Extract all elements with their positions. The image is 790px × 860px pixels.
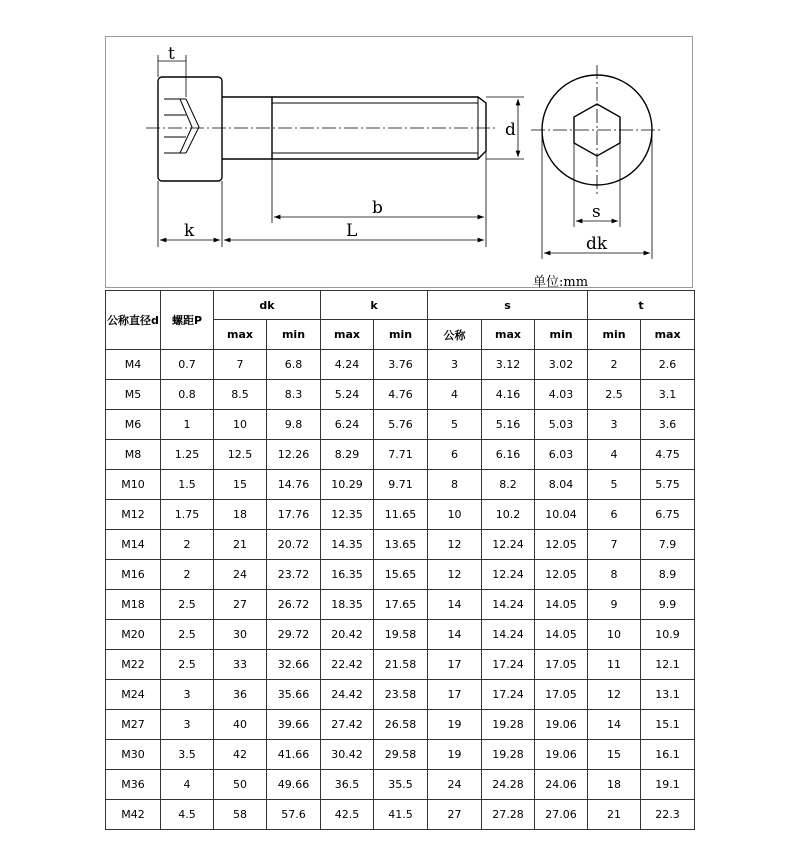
table-cell: M4 [106,350,161,380]
table-cell: M10 [106,470,161,500]
table-cell: M6 [106,410,161,440]
screw-head [158,77,222,181]
screw-spec-table [105,290,695,830]
table-cell: 9.71 [374,470,428,500]
table-cell: M20 [106,620,161,650]
header-nominal-diameter: 公称直径d [106,291,161,350]
table-cell: 33 [214,650,267,680]
table-cell: M14 [106,530,161,560]
table-cell: 17.65 [374,590,428,620]
table-cell: 5.24 [321,380,374,410]
table-cell: 0.7 [161,350,214,380]
table-cell: 8.2 [482,470,535,500]
table-cell: 4.75 [641,440,695,470]
table-cell: 2 [161,530,214,560]
table-cell: 3.6 [641,410,695,440]
subheader-s-max: max [482,320,535,350]
table-cell: 13.65 [374,530,428,560]
header-pitch: 螺距P [161,291,214,350]
table-cell: 7.9 [641,530,695,560]
table-cell: 42.5 [321,800,374,830]
table-cell: 23.58 [374,680,428,710]
table-cell: 27.06 [535,800,588,830]
header-group-s: s [428,291,588,320]
table-cell: 5.76 [374,410,428,440]
table-cell: 14.35 [321,530,374,560]
table-cell: 12 [428,560,482,590]
subheader-dk-min: min [267,320,321,350]
table-cell: M22 [106,650,161,680]
table-cell: 17 [428,680,482,710]
table-cell: 1.5 [161,470,214,500]
table-cell: 10 [588,620,641,650]
subheader-dk-max: max [214,320,267,350]
table-cell: 27 [428,800,482,830]
header-group-dk: dk [214,291,321,320]
table-cell: 9 [588,590,641,620]
table-cell: 15 [214,470,267,500]
table-cell: 23.72 [267,560,321,590]
table-cell: 8.04 [535,470,588,500]
table-cell: 2.5 [161,590,214,620]
table-cell: M12 [106,500,161,530]
table-cell: 2.5 [161,620,214,650]
table-cell: M24 [106,680,161,710]
label-dk: dk [586,234,608,254]
table-cell: 26.72 [267,590,321,620]
table-cell: 1 [161,410,214,440]
table-cell: 19.1 [641,770,695,800]
table-cell: 14 [428,620,482,650]
table-cell: 3.76 [374,350,428,380]
table-cell: 19.58 [374,620,428,650]
table-cell: 14.24 [482,620,535,650]
subheader-t-min: min [588,320,641,350]
table-cell: 41.66 [267,740,321,770]
table-cell: 21.58 [374,650,428,680]
table-cell: 19 [428,740,482,770]
label-t: t [168,44,175,64]
table-body [106,350,695,830]
table-cell: 30 [214,620,267,650]
table-cell: 13.1 [641,680,695,710]
label-s: s [592,202,601,222]
table-cell: 5.75 [641,470,695,500]
label-d: d [505,120,516,140]
subheader-s-nominal: 公称 [428,320,482,350]
table-cell: 19.06 [535,740,588,770]
table-cell: 1.75 [161,500,214,530]
table-cell: 8.5 [214,380,267,410]
table-cell: 22.3 [641,800,695,830]
table-cell: 8 [428,470,482,500]
table-cell: 29.58 [374,740,428,770]
table-cell: 6 [428,440,482,470]
table-row [106,350,695,380]
table-cell: 10.29 [321,470,374,500]
table-cell: 36.5 [321,770,374,800]
screw-diagram [106,37,694,289]
table-cell: 8.3 [267,380,321,410]
table-cell: 6.03 [535,440,588,470]
table-cell: 22.42 [321,650,374,680]
table-cell: 14 [588,710,641,740]
table-row [106,380,695,410]
table-cell: 6.75 [641,500,695,530]
table-cell: 12.26 [267,440,321,470]
table-cell: 8 [588,560,641,590]
table-cell: 3.1 [641,380,695,410]
header-group-t: t [588,291,695,320]
unit-label: 单位:mm [533,275,589,290]
table-cell: 14 [428,590,482,620]
table-cell: 17.76 [267,500,321,530]
table-cell: 10.04 [535,500,588,530]
table-cell: 27 [214,590,267,620]
table-cell: 5 [588,470,641,500]
table-cell: 0.8 [161,380,214,410]
table-cell: 10.9 [641,620,695,650]
table-cell: 3 [161,710,214,740]
table-cell: 14.76 [267,470,321,500]
table-cell: 2.5 [161,650,214,680]
table-cell: 14.05 [535,620,588,650]
table-cell: 26.58 [374,710,428,740]
table-cell: 3.5 [161,740,214,770]
table-cell: 35.66 [267,680,321,710]
table-cell: 18 [214,500,267,530]
table-cell: 3 [428,350,482,380]
table-cell: 4 [161,770,214,800]
table-cell: 11 [588,650,641,680]
table-cell: 14.24 [482,590,535,620]
table-cell: 8.9 [641,560,695,590]
table-cell: 19.28 [482,740,535,770]
table-row [106,710,695,740]
table-cell: 19 [428,710,482,740]
table-cell: 4.5 [161,800,214,830]
table-cell: 3 [588,410,641,440]
table-cell: 21 [588,800,641,830]
table-cell: 20.42 [321,620,374,650]
header-group-k: k [321,291,428,320]
table-row [106,620,695,650]
table-cell: 1.25 [161,440,214,470]
table-cell: 27.42 [321,710,374,740]
table-row [106,530,695,560]
table-cell: 9.9 [641,590,695,620]
table-cell: 24 [214,560,267,590]
table-cell: 15.1 [641,710,695,740]
technical-drawing [105,36,693,288]
table-cell: 17.05 [535,680,588,710]
table-cell: 9.8 [267,410,321,440]
table-row [106,500,695,530]
table-row [106,800,695,830]
table-cell: 4.16 [482,380,535,410]
table-cell: 2 [588,350,641,380]
table-cell: 16.35 [321,560,374,590]
table-row [106,470,695,500]
table-cell: 4 [588,440,641,470]
table-cell: 11.65 [374,500,428,530]
table-cell: M36 [106,770,161,800]
table-cell: 2.5 [588,380,641,410]
table-cell: 24 [428,770,482,800]
table-cell: 39.66 [267,710,321,740]
table-cell: 27.28 [482,800,535,830]
table-cell: 21 [214,530,267,560]
table-cell: 4.24 [321,350,374,380]
table-cell: 15 [588,740,641,770]
label-k: k [184,221,195,241]
table-cell: 32.66 [267,650,321,680]
subheader-k-min: min [374,320,428,350]
table-cell: 12.24 [482,560,535,590]
table-cell: M42 [106,800,161,830]
table-cell: 6.24 [321,410,374,440]
subheader-t-max: max [641,320,695,350]
table-cell: 24.06 [535,770,588,800]
table-cell: 3.02 [535,350,588,380]
table-row [106,590,695,620]
table-cell: 12 [428,530,482,560]
table-cell: 6 [588,500,641,530]
table-cell: 7.71 [374,440,428,470]
table-cell: 10 [428,500,482,530]
table-cell: 17 [428,650,482,680]
table-cell: 49.66 [267,770,321,800]
table-cell: M16 [106,560,161,590]
table-cell: 5 [428,410,482,440]
table-row [106,440,695,470]
table-cell: 7 [214,350,267,380]
table-cell: 5.16 [482,410,535,440]
table-cell: 17.24 [482,680,535,710]
table-row [106,770,695,800]
table-cell: 2 [161,560,214,590]
table-cell: 4.03 [535,380,588,410]
table-cell: 24.28 [482,770,535,800]
table-cell: 50 [214,770,267,800]
label-L: L [346,221,358,241]
table-cell: 18 [588,770,641,800]
table-cell: 14.05 [535,590,588,620]
table-row [106,680,695,710]
table-row [106,410,695,440]
table-cell: 35.5 [374,770,428,800]
table-cell: 5.03 [535,410,588,440]
table-cell: 30.42 [321,740,374,770]
table-cell: 17.05 [535,650,588,680]
table-cell: 12.24 [482,530,535,560]
table-cell: 57.6 [267,800,321,830]
table-row [106,650,695,680]
table-cell: 12.05 [535,530,588,560]
table-cell: 24.42 [321,680,374,710]
table-cell: 29.72 [267,620,321,650]
table-cell: M18 [106,590,161,620]
subheader-s-min: min [535,320,588,350]
table-cell: 3.12 [482,350,535,380]
table-cell: 4 [428,380,482,410]
table-cell: 8.29 [321,440,374,470]
table-row [106,740,695,770]
table-cell: 4.76 [374,380,428,410]
label-b: b [372,198,383,218]
table-cell: 10.2 [482,500,535,530]
table-cell: 3 [161,680,214,710]
table-cell: 6.16 [482,440,535,470]
table-cell: M27 [106,710,161,740]
table-cell: 20.72 [267,530,321,560]
table-cell: 6.8 [267,350,321,380]
table-row [106,560,695,590]
table-cell: 18.35 [321,590,374,620]
table-cell: 19.28 [482,710,535,740]
table-cell: 12.5 [214,440,267,470]
table-cell: 12.05 [535,560,588,590]
table-cell: M8 [106,440,161,470]
table-cell: 15.65 [374,560,428,590]
table-cell: 7 [588,530,641,560]
table-cell: 42 [214,740,267,770]
table-cell: 16.1 [641,740,695,770]
table-cell: 41.5 [374,800,428,830]
table-cell: 58 [214,800,267,830]
table-cell: 12.1 [641,650,695,680]
table-cell: 17.24 [482,650,535,680]
table-cell: M30 [106,740,161,770]
table-cell: 19.06 [535,710,588,740]
table-cell: 12 [588,680,641,710]
table-cell: 40 [214,710,267,740]
table-cell: 36 [214,680,267,710]
table-cell: 10 [214,410,267,440]
subheader-k-max: max [321,320,374,350]
table-cell: 12.35 [321,500,374,530]
table-cell: M5 [106,380,161,410]
table-cell: 2.6 [641,350,695,380]
